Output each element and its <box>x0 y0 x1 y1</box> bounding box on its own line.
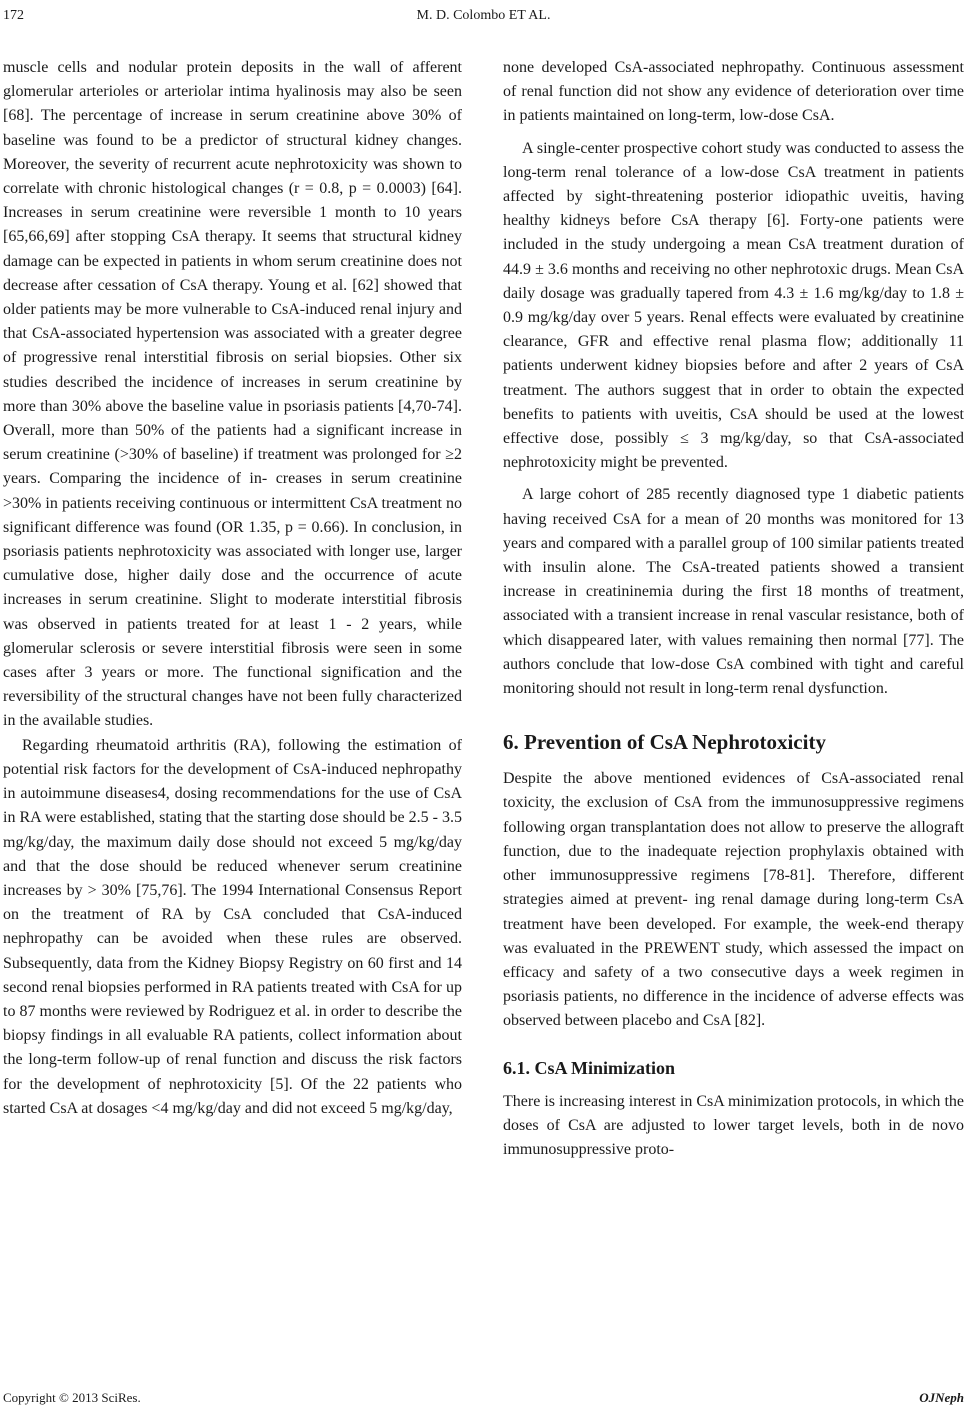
body-paragraph: There is increasing interest in CsA minimization protocols, in which the doses of CsA are adjusted to lower target levels, both in de novo immunosuppressive proto- <box>503 1092 964 1158</box>
body-paragraph: Despite the above mentioned evidences of CsA-associated renal toxicity, the exclusion of CsA from the immunosuppressive regimens following organ transplantation does not allow to preserve the allograft function, due to the inadequate rejection prophylaxis obtained with other immunosuppressive regimens [78-81]. Therefore, different strategies aimed at prevent- ing renal damage during long-term CsA treatment have been developed. For example, the week-end therapy was evaluated in the PREWENT study, which assessed the impact on efficacy and safety of a two consecutive days a week regimen in psoriasis patients, no difference in the incidence of adverse effects was observed between placebo and CsA [82]. <box>503 770 964 1030</box>
page-footer <box>0 1390 967 1408</box>
body-paragraph: A single-center prospective cohort study was conducted to assess the long-term renal tolerance of a low-dose CsA treatment in patients affected by sight-threatening posterior idiopathic uveitis, having healthy kidneys before CsA therapy [6]. Forty-one patients were included in the study undergoing a mean CsA treatment duration of 44.9 ± 3.6 months and receiving no other nephrotoxic drugs. Mean CsA daily dosage was gradually tapered from 4.3 ± 1.6 mg/kg/day to 1.8 ± 0.9 mg/kg/day over 5 years. Renal effects were evaluated by creatinine clearance, GFR and effective renal plasma flow; additionally 11 patients underwent kidney biopsies before and after 2 years of CsA treatment. The authors suggest that in order to obtain the expected benefits to patients with uveitis, CsA should be used at the lowest effective dose, possibly ≤ 3 mg/kg/day, so that CsA-associated nephrotoxicity might be prevented. <box>503 139 964 472</box>
copyright-notice: Copyright © 2013 SciRes. <box>3 1390 141 1405</box>
right-column <box>503 56 964 1162</box>
page-number: 172 <box>3 8 24 23</box>
body-paragraph: A large cohort of 285 recently diagnosed type 1 diabetic patients having received CsA for a mean of 20 months was monitored for 13 years and compared with a parallel group of 100 similar patients treated with insulin alone. The CsA-treated patients showed a transient increase in creatininemia during the first 18 months of treatment, associated with a transient increase in renal vascular resistance, both of which disappeared later, with values remaining then normal [77]. The authors conclude that low-dose CsA combined with tight and careful monitoring should not result in long-term renal dysfunction. <box>503 486 964 698</box>
page-header <box>0 8 967 30</box>
body-paragraph: none developed CsA-associated nephropathy. Continuous assessment of renal function did not show any evidence of deterioration over time in patients maintained on long-term, low-dose CsA. <box>503 59 964 125</box>
left-column <box>3 56 462 1121</box>
body-paragraph: muscle cells and nodular protein deposits in the wall of afferent glomerular arterioles or arteriolar intima hyalinosis may also be seen [68]. The percentage of increase in serum creatinine above 30% of baseline was found to be a predictor of structural kidney changes. Moreover, the severity of recurrent acute nephrotoxicity was shown to correlate with chronic histological changes (r = 0.8, p = 0.0003) [64]. Increases in serum creatinine were reversible 1 month to 10 years [65,66,69] after stopping CsA therapy. It seems that structural kidney damage can be expected in patients in whom serum creatinine does not decrease after cessation of CsA therapy. Young et al. [62] showed that older patients may be more vulnerable to CsA-induced renal injury and that CsA-associated hypertension was associated with a greater degree of progressive renal interstitial fibrosis on serial biopsies. Other six studies described the incidence of increases in serum creatinine by more than 30% above the baseline value in psoriasis patients [4,70-74]. Overall, more than 50% of the patients had a significant increase in serum creatinine (>30% of baseline) if treatment was prolonged for ≥2 years. Comparing the incidence of in- creases in serum creatinine >30% in patients receiving continuous or intermittent CsA treatment no significant difference was found (OR 1.35, p = 0.66). In conclusion, in psoriasis patients nephrotoxicity was associated with longer use, larger cumulative dose, higher daily dose and the occurrence of acute increases in serum creatinine. Slight to moderate interstitial fibrosis was observed in patients treated for at least 1 - 2 years, while glomerular sclerosis or severe interstitial fibrosis were seen in some cases after 3 years or more. The functional signification and the reversibility of the structural changes have not been fully characterized in the available studies. <box>3 59 462 730</box>
journal-name: OJNeph <box>919 1390 964 1405</box>
body-paragraph: Regarding rheumatoid arthritis (RA), following the estimation of potential risk factors for the development of CsA-induced nephropathy in autoimmune diseases4, dosing recommendations for the use of CsA in RA were established, stating that the starting dose should be 2.5 - 3.5 mg/kg/day, the maximum daily dose should not exceed 5 mg/kg/day and that the dose should be reduced whenever serum creatinine increases by > 30% [75,76]. The 1994 International Consensus Report on the treatment of RA by CsA concluded that CsA-induced nephropathy can be avoided when these rules are observed. Subsequently, data from the Kidney Biopsy Registry on 60 first and 14 second renal biopsies performed in RA patients treated with CsA for up to 87 months were reviewed by Rodriguez et al. in order to describe the biopsy findings in all evaluable RA patients, collect information about the long-term follow-up of renal function and discuss the risk factors for the development of nephrotoxicity [5]. Of the 22 patients who started CsA at dosages <4 mg/kg/day and did not exceed 5 mg/kg/day, <box>3 736 462 1117</box>
running-head: M. D. Colombo ET AL. <box>416 8 551 23</box>
section-heading: 6. Prevention of CsA Nephrotoxicity <box>503 730 826 755</box>
subsection-heading: 6.1. CsA Minimization <box>503 1057 676 1078</box>
